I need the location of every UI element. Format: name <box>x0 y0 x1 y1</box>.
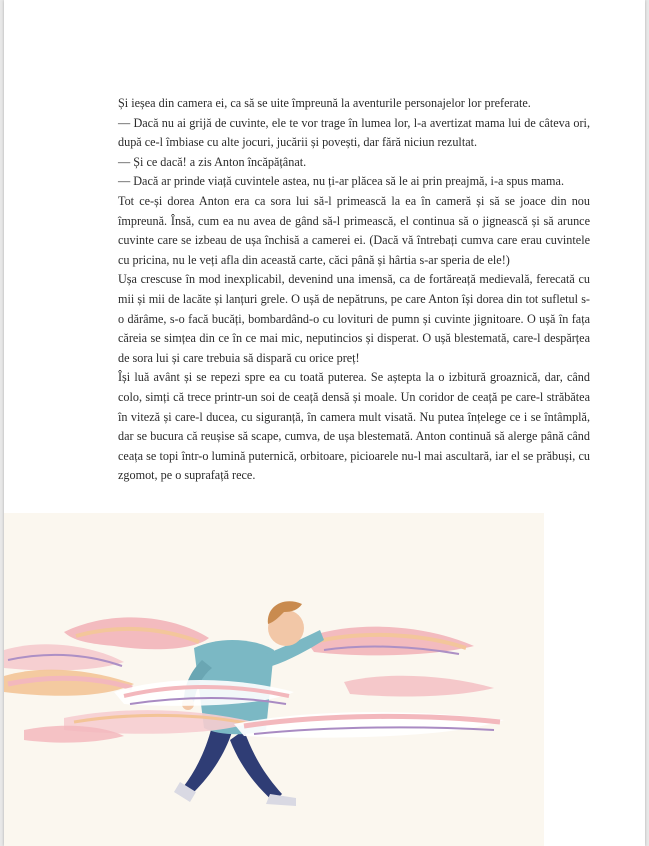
paragraph: Își luă avânt și se repezi spre ea cu toată puterea. Se aștepta la o izbitură groaznică, dar, când colo, simți că trece printr-un soi de ceață densă și moale. Un coridor de ceață pe care-l străbătea în viteză și care-l ducea, cu siguranță, în camera mult visată. Nu putea înțelege ce i se întâmplă, dar se bucura că reușise să scape, cumva, de ușa blestemată. Anton continuă să alerge până când ceața se topi într-o lumină puternică, orbitoare, picioarele nu-l mai ascultară, iar el se prăbuși, cu zgomot, pe o suprafață rece. <box>118 370 590 483</box>
paragraph: — Dacă nu ai grijă de cuvinte, ele te vor trage în lumea lor, l-a avertizat mama lui de câteva ori, după ce-l îmbiase cu alte jocuri, jucării și povești, dar fără niciun rezultat. <box>118 115 590 150</box>
paragraph: Ușa crescuse în mod inexplicabil, devenind una imensă, ca de fortăreață medievală, ferecată cu mii și mii de lacăte și lanțuri grele. O ușă de nepătruns, pe care Anton își dorea din tot sufletul s-o dărâme, s-o facă bucăți, bombardând-o cu lovituri de pumn și cuvinte jignitoare. O ușă în fața căreia se simțea din ce în ce mai mic, neputincios și disperat. O ușă blestemată, care-l despărțea de sora lui și care trebuia să dispară cu orice preț! <box>118 272 590 365</box>
boy-running-through-mist-icon <box>4 580 544 846</box>
paragraph: — Și ce dacă! a zis Anton încăpățânat. <box>118 154 307 169</box>
paragraph: Tot ce-și dorea Anton era ca sora lui să-l primească la ea în cameră și să se joace din nou împreună. Însă, cum ea nu avea de gând să-l primească, el continua să o jignească și să arunce cuvinte care se izbeau de ușa închisă a camerei ei. (Dacă vă întrebați cumva care erau cuvintele cu pricina, nu le veți afla din această carte, căci până și hârtia s-ar speria de ele!) <box>118 193 590 267</box>
story-text <box>118 94 590 486</box>
book-page <box>4 0 645 846</box>
paragraph: — Dacă ar prinde viață cuvintele astea, nu ți-ar plăcea să le ai prin preajmă, i-a spus mama. <box>118 174 564 189</box>
paragraph: Și ieșea din camera ei, ca să se uite împreună la aventurile personajelor lor preferate. <box>118 96 531 110</box>
